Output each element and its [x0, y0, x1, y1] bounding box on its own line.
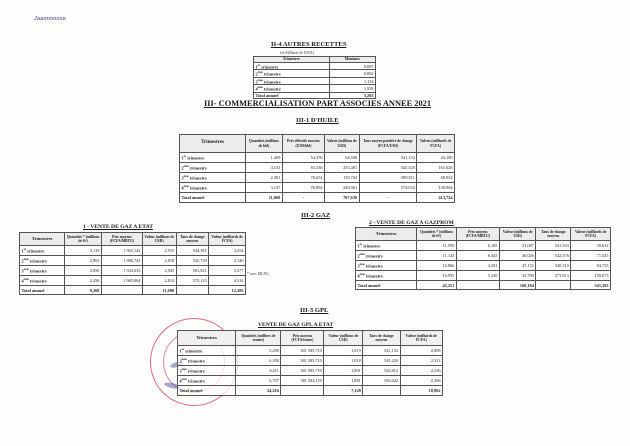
table-cell: 413,724: [417, 193, 455, 203]
header-cell: Valeur (millions de USD): [325, 135, 360, 153]
table-cell: 2,256: [65, 276, 102, 286]
header-cell: Valeur (milliards de FCFA): [209, 233, 246, 246]
row-label: 4ème trimestre: [254, 85, 330, 92]
total-label: Total annuel: [356, 281, 417, 290]
header-cell: Quantités (millions de bbl): [246, 135, 283, 153]
table-row: [180, 163, 455, 173]
table-row: [356, 251, 611, 261]
table-cell: 545,520: [359, 163, 417, 173]
table-cell: 1,801: [324, 366, 363, 376]
total-label: Total annuel: [178, 386, 236, 396]
gaz-etat-table: [19, 232, 246, 295]
table-cell: 161,626: [417, 163, 455, 173]
row-label: 3ème trimestre: [20, 266, 65, 276]
row-label: 2ème trimestre: [180, 163, 246, 173]
header-cell: Trimestres: [178, 331, 236, 346]
header-cell: Valeur (milliards de FCFA): [417, 135, 455, 153]
table-cell: 541,133: [363, 346, 400, 356]
gaz-etat-title: 1 - VENTE DE GAZ A ETAT: [83, 224, 153, 230]
table-row: [356, 261, 611, 271]
header-cell: Montants: [329, 57, 375, 63]
table-cell: 10,955: [417, 271, 457, 281]
table-cell: 2,812: [142, 276, 176, 286]
header-cell: Valeur (millions de USD): [499, 228, 535, 241]
table-row: [254, 85, 376, 92]
table-cell: 70,654: [282, 173, 324, 183]
gaz-title: III-2 GAZ: [301, 212, 331, 219]
table-cell: 2,008: [400, 346, 442, 356]
table-row: [178, 376, 443, 386]
mlng-note: * avec MLNG: [247, 272, 269, 276]
table-cell: 381 583,710: [281, 356, 324, 366]
table-cell: 2,915: [142, 246, 176, 256]
table-cell: 160,184: [499, 281, 535, 290]
autres-recettes-title: II-4 AUTRES RECETTES: [271, 41, 347, 48]
gaz-gazprom-title: 2 - VENTE DE GAZ A GAZPROM: [369, 220, 454, 226]
table-cell: 54,376: [282, 153, 324, 163]
header-cell: Trimestres: [254, 57, 330, 63]
table-cell: 240,961: [325, 183, 360, 193]
table-cell: 44,180: [417, 153, 455, 163]
table-cell: 1,409: [246, 153, 283, 163]
row-label: 4ème trimestre: [20, 276, 65, 286]
table-cell: 68,954: [417, 173, 455, 183]
table-cell: 6,185: [456, 241, 499, 251]
table-cell: 11,069: [246, 193, 283, 203]
row-label: 1er trimestre: [180, 153, 246, 163]
header-cell: Trimestres: [356, 228, 417, 241]
table-cell: 545,220: [363, 356, 400, 366]
total-row: [356, 281, 611, 290]
table-cell: 5,330: [456, 271, 499, 281]
table-cell: 5,290: [236, 346, 281, 356]
total-label: Total annuel: [20, 286, 65, 295]
table-cell: 2,313: [400, 356, 442, 366]
table-cell: 24,216: [236, 386, 281, 396]
table-row: [254, 70, 376, 77]
table-cell: 548,315: [536, 261, 571, 271]
table-cell: 11,595: [417, 241, 457, 251]
table-cell: 381 583,710: [281, 346, 324, 356]
table-cell: 1 965,864: [101, 276, 142, 286]
table-cell: 9,268: [65, 286, 102, 295]
table-cell: 6,757: [236, 376, 281, 386]
table-cell: 381 583,710: [281, 366, 324, 376]
table-cell: 10,962: [400, 386, 442, 396]
table-cell: [101, 286, 142, 295]
header-cell: Valeur (milliards de FCFA): [400, 331, 442, 346]
table-cell: 1 943,033: [101, 266, 142, 276]
table-cell: 1,819: [324, 346, 363, 356]
table-cell: 541,132: [359, 153, 417, 163]
table-cell: 7,128: [324, 386, 363, 396]
table-cell: 2,802: [65, 256, 102, 266]
header-cell: Taux de change moyens: [363, 331, 400, 346]
table-cell: 575,125: [176, 276, 209, 286]
table-cell: 1,881: [324, 376, 363, 386]
table-cell: 139,073: [571, 271, 611, 281]
row-label: 2ème trimestre: [178, 356, 236, 366]
table-row: [180, 173, 455, 183]
row-label: 4ème trimestre: [178, 376, 236, 386]
table-cell: 21,087: [499, 241, 535, 251]
table-cell: 556,022: [363, 376, 400, 386]
table-row: [356, 271, 611, 281]
table-cell: 6,211: [236, 366, 281, 376]
table-cell: 589,811: [359, 173, 417, 183]
table-cell: 71,345: [571, 251, 611, 261]
table-cell: 573,813: [536, 271, 571, 281]
header-cell: Quantités * (millions de ft³): [417, 228, 457, 241]
table-row: [20, 276, 246, 286]
total-value: 3,203: [329, 92, 375, 98]
table-row: [20, 266, 246, 276]
table-cell: 574,032: [359, 183, 417, 193]
table-cell: 544,381: [176, 246, 209, 256]
table-cell: 4,314: [209, 276, 246, 286]
header-cell: Taux moyen pondéré de change (FCFA/USD): [359, 135, 417, 153]
huile-title: III-1 D'HUILE: [296, 117, 339, 124]
table-cell: 542,376: [536, 251, 571, 261]
table-cell: 526,812: [363, 366, 400, 376]
table-cell: 43,700: [499, 271, 535, 281]
header-cell: Trimestres: [20, 233, 65, 246]
table-cell: 12,385: [209, 286, 246, 295]
header-cell: Quantités * (millions de ft³): [65, 233, 102, 246]
table-cell: 6,445: [456, 251, 499, 261]
row-label: 1er trimestre: [254, 63, 330, 70]
gpl-table: [177, 330, 443, 396]
header-cell: Prix moyens (FCFA/tonne): [281, 331, 324, 346]
main-title: III- COMMERCIALISATION PART ASSOCIES ANNEE 2021: [204, 99, 432, 108]
table-cell: 581,921: [176, 266, 209, 276]
table-row: [178, 356, 443, 366]
header-cell: Taux de change moyens: [176, 233, 209, 246]
table-row: [178, 346, 443, 356]
table-cell: 2,366: [400, 376, 442, 386]
table-cell: 46,026: [499, 251, 535, 261]
table-cell: 2,140: [209, 256, 246, 266]
table-cell: [281, 386, 324, 396]
table-cell: 4,291: [456, 261, 499, 271]
scan-label: Jaaonnoose: [34, 16, 66, 22]
table-cell: 42,251: [417, 281, 457, 290]
table-cell: 707,630: [325, 193, 360, 203]
table-cell: 2,119: [65, 246, 102, 256]
table-cell: 2,381: [246, 173, 283, 183]
table-cell: 541,333: [536, 241, 571, 251]
row-label: 4ème trimestre: [356, 271, 417, 281]
table-row: [20, 246, 246, 256]
row-value: 1,114: [329, 77, 375, 84]
table-cell: 381 584,110: [281, 376, 324, 386]
table-row: [180, 183, 455, 193]
huile-table: [179, 134, 455, 203]
table-cell: 3,147: [246, 183, 283, 193]
row-label: 3ème trimestre: [254, 77, 330, 84]
total-row: [178, 386, 443, 396]
table-cell: 3,377: [209, 266, 246, 276]
table-cell: 6,450: [236, 356, 281, 366]
header-cell: Valeur (milliards de FCFA): [571, 228, 611, 241]
table-cell: 64,500: [325, 153, 360, 163]
table-row: [178, 366, 443, 376]
row-label: 3ème trimestre: [356, 261, 417, 271]
row-label: 2ème trimestre: [356, 251, 417, 261]
table-cell: 10,866: [417, 261, 457, 271]
table-cell: 159,704: [325, 173, 360, 183]
table-cell: 47,155: [499, 261, 535, 271]
row-label: 1er trimestre: [356, 241, 417, 251]
table-cell: 2,454: [209, 246, 246, 256]
row-label: 1er trimestre: [178, 346, 236, 356]
total-row: [254, 92, 376, 98]
table-cell: 2,850: [65, 266, 102, 276]
table-row: [356, 241, 611, 251]
header-cell: Trimestres: [180, 135, 246, 153]
gpl-title: III-3 GPL: [300, 307, 329, 314]
total-row: [180, 193, 455, 203]
gpl-subtitle: VENTE DE GAZ GPL A ETAT: [258, 322, 334, 328]
table-cell: 138,964: [417, 183, 455, 193]
table-cell: [456, 281, 499, 290]
table-cell: 1,818: [324, 356, 363, 366]
table-cell: 11,143: [417, 251, 457, 261]
table-cell: 2,236: [400, 366, 442, 376]
table-cell: 2,818: [142, 256, 176, 266]
table-row: [254, 77, 376, 84]
table-cell: 4,131: [246, 163, 283, 173]
table-row: [254, 63, 376, 70]
table-cell: 39,612: [571, 241, 611, 251]
table-cell: -: [359, 193, 417, 203]
row-label: 2ème trimestre: [20, 256, 65, 266]
header-cell: Quantités (milliers de tonnes): [236, 331, 281, 346]
row-value: 0,087: [329, 63, 375, 70]
header-cell: Prix effectifs moyens (USD/bbl): [282, 135, 324, 153]
total-row: [20, 286, 246, 295]
table-cell: -: [282, 193, 324, 203]
row-label: 3ème trimestre: [180, 173, 246, 183]
row-label: 3ème trimestre: [178, 366, 236, 376]
row-label: 2ème trimestre: [254, 70, 330, 77]
row-value: 0,082: [329, 70, 375, 77]
table-cell: [176, 286, 209, 295]
table-cell: 1 965,142: [101, 246, 142, 256]
header-cell: Prix moyens (FCFA/MBTU): [101, 233, 142, 246]
table-cell: 1 906,743: [101, 256, 142, 266]
table-cell: 11,690: [142, 286, 176, 295]
autres-recettes-subtitle: (en Milliards de FCFA): [280, 51, 314, 55]
table-cell: 61,336: [282, 163, 324, 173]
autres-recettes-table: [253, 56, 376, 99]
table-cell: 545,729: [176, 256, 209, 266]
total-label: Total annuel: [254, 92, 330, 98]
table-cell: [363, 386, 400, 396]
row-label: 4ème trimestre: [180, 183, 246, 193]
table-cell: 341,383: [571, 281, 611, 290]
table-cell: 253,481: [325, 163, 360, 173]
header-cell: Valeur (millions de USD): [324, 331, 363, 346]
header-cell: Valeur (millions de USD): [142, 233, 176, 246]
row-label: 1er trimestre: [20, 246, 65, 256]
table-cell: 76,802: [282, 183, 324, 193]
table-row: [180, 153, 455, 163]
row-value: 1,938: [329, 85, 375, 92]
header-cell: Taux de change moyens: [536, 228, 571, 241]
table-row: [20, 256, 246, 266]
table-cell: 2,945: [142, 266, 176, 276]
table-cell: 84,755: [571, 261, 611, 271]
total-label: Total annuel: [180, 193, 246, 203]
table-cell: [536, 281, 571, 290]
header-cell: Prix moyens (FCFA/MBTU): [456, 228, 499, 241]
gaz-gazprom-table: [355, 227, 611, 290]
